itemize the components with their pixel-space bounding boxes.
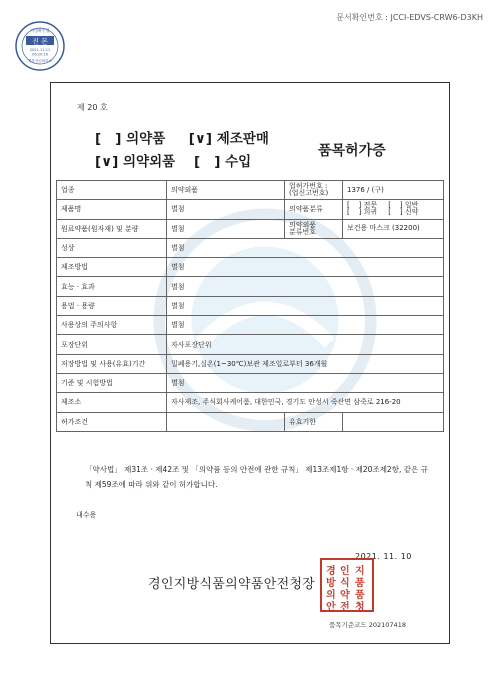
row-label: 원료약품(원자재) 및 분량 [57, 219, 167, 238]
row-label: 용법 · 용량 [57, 296, 167, 315]
seal-org: 경북상공회의소 [28, 59, 52, 63]
row-label: 허가조건 [57, 412, 167, 431]
row-label: 사용상의 주의사항 [57, 316, 167, 335]
seal-top-text: 지방확인필 [30, 28, 50, 33]
row-value-2 [343, 412, 444, 431]
table-row [57, 219, 444, 238]
row-value: 별첨 [167, 258, 444, 277]
row-value: 별첨 [167, 200, 285, 219]
legal-basis-text: 「약사법」 제31조 · 제42조 및 「의약품 등의 안전에 관한 규칙」 제13조제1항 · 제20조제2항, 같은 규칙 제59조에 따라 위와 같이 허가합니다. [85, 465, 428, 489]
authenticity-seal [14, 20, 66, 72]
official-red-seal: 경 인 지 방 식 품 의 약 품 안 전 청 [320, 558, 374, 612]
table-row [57, 238, 444, 257]
table-row [57, 373, 444, 392]
row-value-2: 1376 / (구) [343, 181, 444, 200]
row-label-2: 업허가번호 : (업신고번호) [285, 181, 343, 200]
row-label: 포장단위 [57, 335, 167, 354]
row-value: 자사제조, 주식회사케어룸, 대한민국, 경기도 안성시 죽산면 삼죽로 216-20 [167, 393, 444, 412]
row-value: 별첨 [167, 373, 444, 392]
table-row [57, 181, 444, 200]
row-label-2: 의약외품 분류번호 [285, 219, 343, 238]
domestic-use-note: 내수용 [76, 511, 97, 519]
table-row [57, 393, 444, 412]
row-value-2: 보건용 마스크 (32200) [343, 219, 444, 238]
table-row [57, 277, 444, 296]
form-number: 제 20 호 [77, 103, 108, 112]
issuing-authority: 경인지방식품의약품안전청장 [148, 577, 316, 592]
table-row [57, 412, 444, 431]
category-line-1: [ ] 의약품 [∨] 제조판매 [95, 131, 269, 147]
row-value: 의약외품 [167, 181, 285, 200]
row-value: 별첨 [167, 219, 285, 238]
seal-date: 2021-11-11 [29, 48, 51, 52]
table-row [57, 258, 444, 277]
table-row [57, 335, 444, 354]
category-line-2: [∨] 의약외품 [ ] 수입 [95, 154, 252, 170]
row-label: 기준 및 시험방법 [57, 373, 167, 392]
row-label: 성상 [57, 238, 167, 257]
row-value: 별첨 [167, 238, 444, 257]
document-title: 품목허가증 [318, 143, 386, 159]
product-standard-code: 품목기준코드 202107418 [329, 621, 406, 629]
seal-time: 06:20:16 [32, 52, 48, 57]
row-label-2: 유효기한 [285, 412, 343, 431]
row-label: 제품명 [57, 200, 167, 219]
row-value: 자사포장단위 [167, 335, 444, 354]
seal-main-text: 진 본 [32, 37, 48, 46]
row-value [167, 412, 285, 431]
drug-classification-checkboxes: [ ] 전문 [ ] 일반 [ ] 희귀 [ ] 신약 [343, 200, 444, 219]
row-label: 저장방법 및 사용(유효)기간 [57, 354, 167, 373]
row-label: 업종 [57, 181, 167, 200]
table-row [57, 354, 444, 373]
row-label: 제조소 [57, 393, 167, 412]
row-label: 제조방법 [57, 258, 167, 277]
table-row [57, 296, 444, 315]
row-value: 별첨 [167, 277, 444, 296]
row-value: 밀폐용기,실온(1~30℃)보관 제조일로부터 36개월 [167, 354, 444, 373]
document-verification-number: 문서확인번호 : JCCI-EDVS-CRW6-D3KH [336, 13, 483, 22]
row-label-2: 의약품분류 [285, 200, 343, 219]
table-row [57, 316, 444, 335]
license-table [56, 180, 444, 432]
row-label: 효능 · 효과 [57, 277, 167, 296]
row-value: 별첨 [167, 316, 444, 335]
issue-date: 2021. 11. 10 [355, 552, 412, 561]
table-row [57, 200, 444, 219]
row-value: 별첨 [167, 296, 444, 315]
